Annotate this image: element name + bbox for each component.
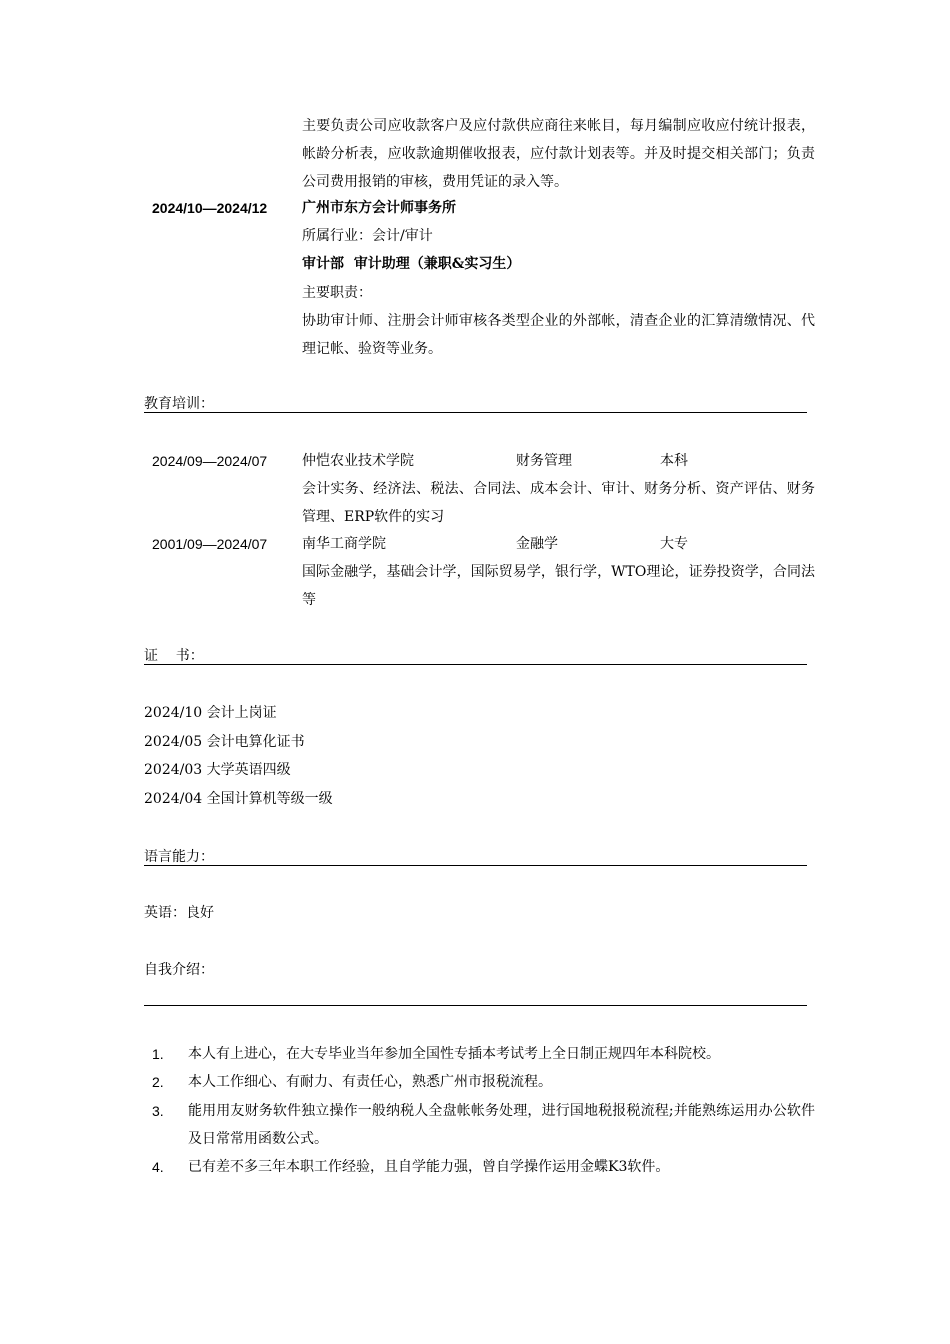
job-industry: 所属行业：会计/审计 [302,228,433,244]
certificate-item: 2024/05 会计电算化证书 [144,734,305,750]
edu-period: 2001/09—2024/07 [152,536,268,552]
list-number: 2. [152,1074,164,1090]
edu-period: 2024/09—2024/07 [152,453,268,469]
certificate-item: 2024/10 会计上岗证 [144,705,277,721]
self-intro-item [152,1097,815,1153]
list-number: 4. [152,1159,164,1175]
self-intro-item [152,1068,815,1096]
edu-major: 财务管理 [516,453,572,469]
self-intro-item [152,1153,815,1181]
edu-school: 南华工商学院 [302,536,386,552]
previous-job-duties: 主要负责公司应收款客户及应付款供应商往来帐目，每月编制应收应付统计报表，帐龄分析表，应收款逾期催收报表，应付款计划表等。并及时提交相关部门；负责公司费用报销的审核，费用凭证的录入等。 [302,118,815,190]
job-duties-text: 协助审计师、注册会计师审核各类型企业的外部帐，清查企业的汇算清缴情况、代理记帐、验资等业务。 [302,313,815,357]
edu-degree: 大专 [660,536,688,552]
certificate-item: 2024/03 大学英语四级 [144,762,291,778]
education-heading: 教育培训： [144,396,214,412]
certificate-item: 2024/04 全国计算机等级一级 [144,791,333,807]
edu-courses: 会计实务、经济法、税法、合同法、成本会计、审计、财务分析、资产评估、财务管理、ERP软件的实习 [302,481,815,525]
edu-major: 金融学 [516,536,558,552]
self-intro-heading: 自我介绍： [144,962,214,978]
list-text: 已有差不多三年本职工作经验，且自学能力强，曾自学操作运用金蝶K3软件。 [188,1159,670,1175]
job-period: 2024/10—2024/12 [152,200,268,216]
list-text: 能用用友财务软件独立操作一般纳税人全盘帐帐务处理，进行国地税报税流程;并能熟练运用办公软件及日常常用函数公式。 [188,1103,815,1147]
languages-divider [144,865,807,866]
list-number: 3. [152,1103,164,1119]
list-number: 1. [152,1046,164,1062]
job-position: 审计部 审计助理（兼职&实习生） [302,256,521,272]
edu-degree: 本科 [660,453,688,469]
languages-heading: 语言能力： [144,849,214,865]
education-divider [144,412,807,413]
job-company: 广州市东方会计师事务所 [302,200,456,216]
edu-courses: 国际金融学，基础会计学，国际贸易学，银行学，WTO理论，证券投资学，合同法等 [302,564,815,608]
certificates-divider [144,664,807,665]
list-text: 本人工作细心、有耐力、有责任心，熟悉广州市报税流程。 [188,1074,552,1090]
job-duties-label: 主要职责： [302,285,372,301]
certificates-heading: 证 书： [144,648,204,664]
self-intro-divider [144,1005,807,1006]
self-intro-item [152,1040,815,1068]
edu-school: 仲恺农业技术学院 [302,453,414,469]
list-text: 本人有上进心，在大专毕业当年参加全国性专插本考试考上全日制正规四年本科院校。 [188,1046,720,1062]
english-level: 英语：良好 [144,905,214,921]
